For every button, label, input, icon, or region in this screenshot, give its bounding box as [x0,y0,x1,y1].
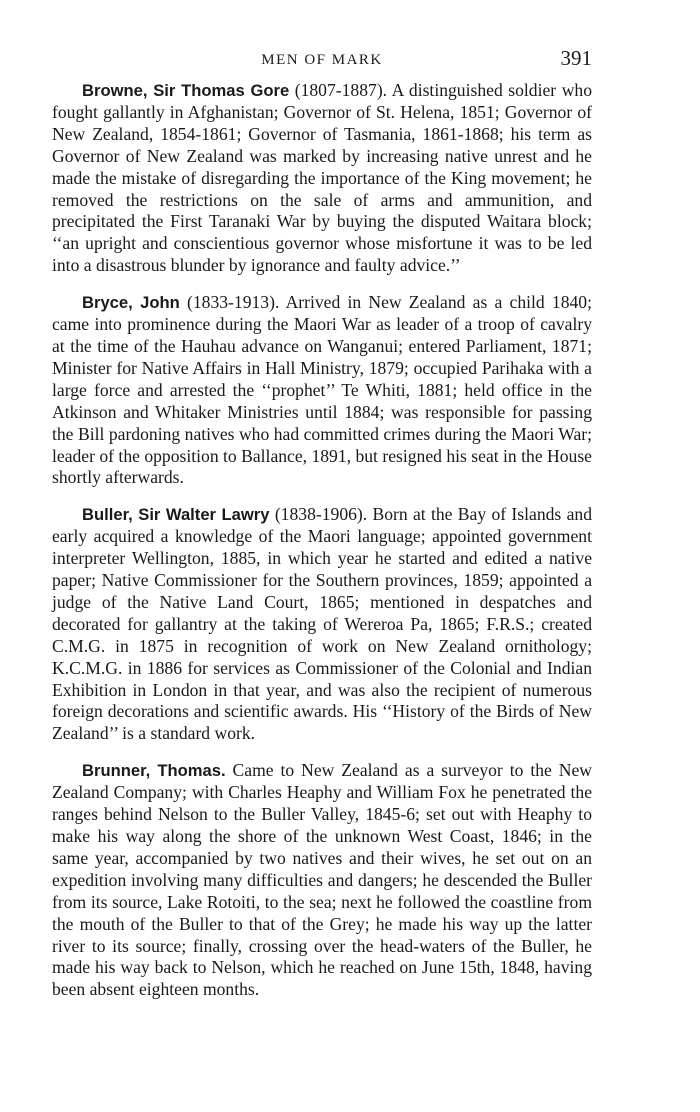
running-head [52,48,592,74]
entry-headword: Brunner, Thomas. [82,761,226,781]
book-page [52,48,592,1016]
entry-text: Came to New Zealand as a surveyor to the New Zealand Company; with Charles Heaphy and William Fox he penetrated the ranges behind Nelson to the Buller Valley, 1845-6; set out with Heaphy to make his way along the shore of the unknown West Coast, 1846; in the same year, accompanied by two natives and their wives, he set out on an expedition involving many difficulties and dangers; he descended the Buller from its source, Lake Rotoiti, to the sea; next he followed the coastline from the mouth of the Buller to that of the Grey; he made his way up the latter river to its source; finally, crossing over the head-waters of the Buller, he made his way back to Nelson, which he reached on June 15th, 1848, having been absent eighteen months. [52,760,592,1000]
entry-browne [52,80,592,277]
entry-text: (1807-1887). A distinguished soldier who fought gallantly in Afghanistan; Governor of St. Helena, 1851; Governor of New Zealand, 1854-1861; Governor of Tasmania, 1861-1868; his term as Governor of New Zealand was marked by increasing native unrest and he made the mistake of disregarding the importance of the King movement; he removed the restrictions on the sale of arms and ammunition, and precipitated the First Taranaki War by buying the disputed Waitara block; ‘‘an upright and conscientious governor whose misfortune it was to be led into a disastrous blunder by ignorance and faulty advice.’’ [52,80,592,276]
entry-headword: Bryce, John [82,293,180,313]
page-number: 391 [560,46,592,70]
entry-brunner [52,760,592,1001]
entry-text: (1833-1913). Arrived in New Zealand as a child 1840; came into prominence during the Maori War as leader of a troop of cavalry at the time of the Hauhau advance on Wanganui; entered Parliament, 1871; Minister for Native Affairs in Hall Ministry, 1879; occupied Parihaka with a large force and arrested the ‘‘prophet’’ Te Whiti, 1881; held office in the Atkinson and Whitaker Ministries until 1884; was responsible for passing the Bill pardoning natives who had committed crimes during the Maori War; leader of the opposition to Ballance, 1891, but resigned his seat in the House shortly afterwards. [52,292,592,488]
entry-headword: Buller, Sir Walter Lawry [82,505,270,525]
entry-text: (1838-1906). Born at the Bay of Islands and early acquired a knowledge of the Maori language; appointed government interpreter Wellington, 1885, in which year he started and edited a native paper; Native Commissioner for the Southern provinces, 1859; appointed a judge of the Native Land Court, 1865; mentioned in despatches and decorated for gallantry at the taking of Wereroa Pa, 1865; F.R.S.; created C.M.G. in 1875 in recognition of work on New Zealand ornithology; K.C.M.G. in 1886 for services as Commissioner of the Colonial and Indian Exhibition in London in that year, and was also the recipient of numerous foreign decorations and scientific awards. His ‘‘History of the Birds of New Zealand’’ is a standard work. [52,504,592,744]
running-title: MEN OF MARK [261,52,383,68]
entry-headword: Browne, Sir Thomas Gore [82,81,290,100]
entry-bryce [52,292,592,489]
entry-buller [52,504,592,745]
